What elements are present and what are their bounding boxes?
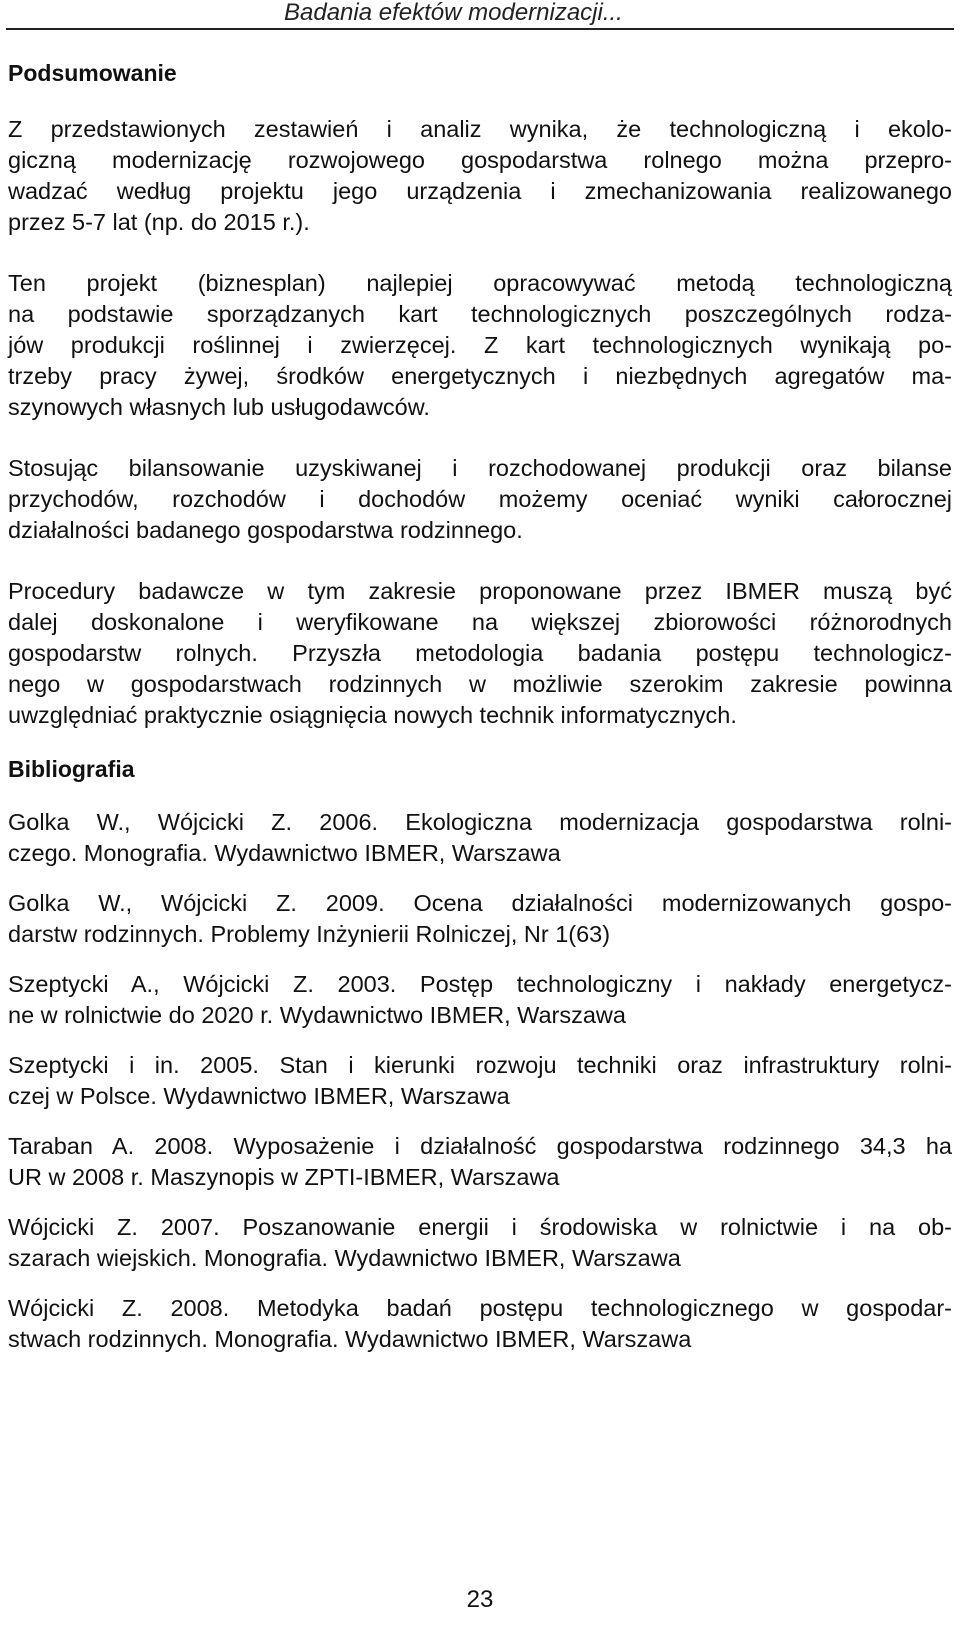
text-line: gospodarstw rolnych. Przyszła metodologia badania postępu technologicz-	[8, 640, 952, 666]
text-line: czego. Monografia. Wydawnictwo IBMER, Warszawa	[8, 840, 561, 866]
section-heading-bibliography: Bibliografia	[8, 756, 135, 782]
text-line: jów produkcji roślinnej i zwierzęcej. Z kart technologicznych wynikają po-	[8, 332, 952, 358]
text-line: działalności badanego gospodarstwa rodzinnego.	[8, 517, 523, 543]
text-line: Szeptycki i in. 2005. Stan i kierunki rozwoju techniki oraz infrastruktury rolni-	[8, 1052, 952, 1078]
text-line: wadzać według projektu jego urządzenia i zmechanizowania realizowanego	[8, 178, 952, 204]
text-line: przez 5-7 lat (np. do 2015 r.).	[8, 209, 310, 235]
bibliography-entry	[8, 888, 952, 950]
running-header	[6, 0, 954, 30]
running-header-title: Badania efektów modernizacji...	[284, 0, 623, 26]
text-line: szarach wiejskich. Monografia. Wydawnictwo IBMER, Warszawa	[8, 1245, 681, 1271]
text-line: stwach rodzinnych. Monografia. Wydawnictwo IBMER, Warszawa	[8, 1326, 692, 1352]
text-line: Taraban A. 2008. Wyposażenie i działalność gospodarstwa rodzinnego 34,3 ha	[8, 1133, 952, 1159]
text-line: darstw rodzinnych. Problemy Inżynierii Rolniczej, Nr 1(63)	[8, 921, 611, 947]
summary-paragraph-1	[8, 114, 952, 238]
text-line: Golka W., Wójcicki Z. 2009. Ocena działalności modernizowanych gospo-	[8, 890, 952, 916]
bibliography-entry	[8, 1131, 952, 1193]
summary-paragraph-2	[8, 268, 952, 423]
bibliography-entry	[8, 1212, 952, 1274]
text-line: czej w Polsce. Wydawnictwo IBMER, Warszawa	[8, 1083, 510, 1109]
page-content	[8, 58, 952, 1355]
text-line: na podstawie sporządzanych kart technologicznych poszczególnych rodza-	[8, 301, 952, 327]
text-line: ne w rolnictwie do 2020 r. Wydawnictwo IBMER, Warszawa	[8, 1002, 626, 1028]
text-line: dalej doskonalone i weryfikowane na większej zbiorowości różnorodnych	[8, 609, 952, 635]
section-heading-summary: Podsumowanie	[8, 60, 177, 86]
text-line: Z przedstawionych zestawień i analiz wynika, że technologiczną i ekolo-	[8, 116, 952, 142]
text-line: Ten projekt (biznesplan) najlepiej opracowywać metodą technologiczną	[8, 270, 952, 296]
summary-paragraph-4	[8, 576, 952, 731]
bibliography-entry	[8, 807, 952, 869]
text-line: trzeby pracy żywej, środków energetycznych i niezbędnych agregatów ma-	[8, 363, 952, 389]
text-line: UR w 2008 r. Maszynopis w ZPTI-IBMER, Warszawa	[8, 1164, 560, 1190]
text-line: uwzględniać praktycznie osiągnięcia nowych technik informatycznych.	[8, 702, 737, 728]
text-line: Szeptycki A., Wójcicki Z. 2003. Postęp technologiczny i nakłady energetycz-	[8, 971, 952, 997]
text-line: Wójcicki Z. 2007. Poszanowanie energii i środowiska w rolnictwie i na ob-	[8, 1214, 952, 1240]
bibliography-entry	[8, 969, 952, 1031]
text-line: nego w gospodarstwach rodzinnych w możliwie szerokim zakresie powinna	[8, 671, 952, 697]
text-line: Wójcicki Z. 2008. Metodyka badań postępu technologicznego w gospodar-	[8, 1295, 952, 1321]
text-line: przychodów, rozchodów i dochodów możemy oceniać wyniki całorocznej	[8, 486, 952, 512]
text-line: szynowych własnych lub usługodawców.	[8, 394, 430, 420]
page-number: 23	[466, 1586, 494, 1613]
text-line: Procedury badawcze w tym zakresie proponowane przez IBMER muszą być	[8, 578, 952, 604]
text-line: Golka W., Wójcicki Z. 2006. Ekologiczna modernizacja gospodarstwa rolni-	[8, 809, 952, 835]
text-line: Stosując bilansowanie uzyskiwanej i rozchodowanej produkcji oraz bilanse	[8, 455, 952, 481]
text-line: giczną modernizację rozwojowego gospodarstwa rolnego można przepro-	[8, 147, 952, 173]
summary-paragraph-3	[8, 453, 952, 546]
bibliography-entry	[8, 1293, 952, 1355]
bibliography-entry	[8, 1050, 952, 1112]
